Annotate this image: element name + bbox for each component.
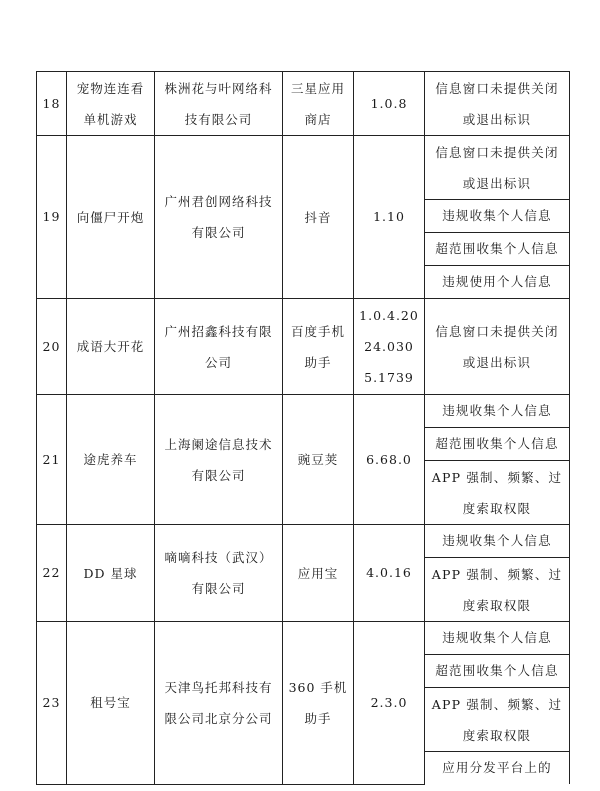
issue-cell: APP 强制、频繁、过度索取权限 — [425, 461, 570, 525]
app-name: 成语大开花 — [67, 299, 155, 395]
distribution-store: 三星应用商店 — [283, 72, 354, 136]
developer-name: 广州招鑫科技有限公司 — [155, 299, 283, 395]
issue-cell: 信息窗口未提供关闭或退出标识 — [425, 72, 570, 136]
row-number: 19 — [37, 136, 67, 299]
app-name: 宠物连连看单机游戏 — [67, 72, 155, 136]
issue-cell: 信息窗口未提供关闭或退出标识 — [425, 299, 570, 395]
developer-name: 嘀嘀科技（武汉）有限公司 — [155, 525, 283, 622]
app-version: 4.0.16 — [354, 525, 425, 622]
issue-cell: 违规收集个人信息 — [425, 200, 570, 233]
app-version: 1.10 — [354, 136, 425, 299]
row-number: 18 — [37, 72, 67, 136]
issue-cell: APP 强制、频繁、过度索取权限 — [425, 558, 570, 622]
distribution-store: 豌豆荚 — [283, 395, 354, 525]
distribution-store: 抖音 — [283, 136, 354, 299]
app-name: 向僵尸开炮 — [67, 136, 155, 299]
app-version: 1.0.4.2024.0305.1739 — [354, 299, 425, 395]
developer-name: 株洲花与叶网络科技有限公司 — [155, 72, 283, 136]
issue-cell: 违规收集个人信息 — [425, 395, 570, 428]
row-number: 23 — [37, 622, 67, 785]
issue-cell: 超范围收集个人信息 — [425, 233, 570, 266]
row-number: 21 — [37, 395, 67, 525]
distribution-store: 应用宝 — [283, 525, 354, 622]
table-row — [37, 72, 570, 136]
app-name: DD 星球 — [67, 525, 155, 622]
row-number: 22 — [37, 525, 67, 622]
issue-cell: 超范围收集个人信息 — [425, 655, 570, 688]
table-row — [37, 622, 570, 655]
table-row — [37, 395, 570, 428]
app-name: 途虎养车 — [67, 395, 155, 525]
row-number: 20 — [37, 299, 67, 395]
app-name: 租号宝 — [67, 622, 155, 785]
issue-cell: APP 强制、频繁、过度索取权限 — [425, 688, 570, 752]
table-row — [37, 299, 570, 395]
issue-cell: 违规使用个人信息 — [425, 266, 570, 299]
issue-cell: 应用分发平台上的 — [425, 752, 570, 785]
issue-cell: 违规收集个人信息 — [425, 525, 570, 558]
table-row — [37, 525, 570, 558]
app-version: 6.68.0 — [354, 395, 425, 525]
developer-name: 广州君创网络科技有限公司 — [155, 136, 283, 299]
issue-cell: 违规收集个人信息 — [425, 622, 570, 655]
distribution-store: 百度手机助手 — [283, 299, 354, 395]
issue-cell: 信息窗口未提供关闭或退出标识 — [425, 136, 570, 200]
violations-table — [36, 71, 570, 785]
issue-cell: 超范围收集个人信息 — [425, 428, 570, 461]
app-version: 2.3.0 — [354, 622, 425, 785]
app-version: 1.0.8 — [354, 72, 425, 136]
developer-name: 天津鸟托邦科技有限公司北京分公司 — [155, 622, 283, 785]
distribution-store: 360 手机助手 — [283, 622, 354, 785]
developer-name: 上海阑途信息技术有限公司 — [155, 395, 283, 525]
table-row — [37, 136, 570, 200]
